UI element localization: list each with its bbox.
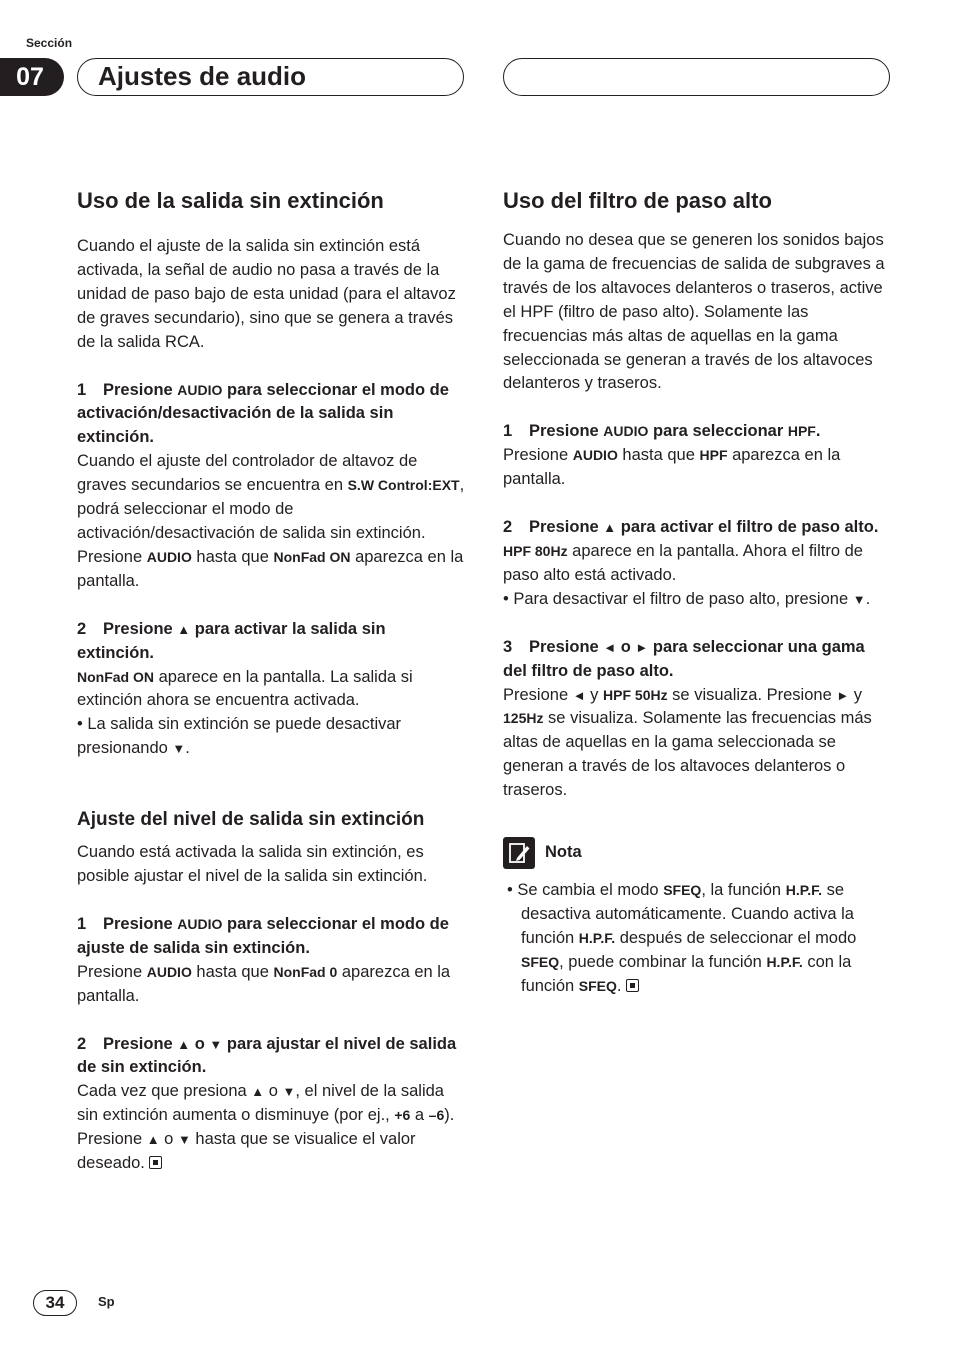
section-number-tab: 07 bbox=[0, 58, 64, 96]
right-step-2-body: HPF 80Hz aparece en la pantalla. Ahora el filtro de paso alto está activado. bbox=[503, 541, 863, 584]
left-step-1-title: 1 Presione AUDIO para seleccionar el modo de activación/desactivación de la salida sin extinción. bbox=[77, 380, 449, 447]
right-arrow-icon: ► bbox=[836, 687, 850, 703]
note-header bbox=[503, 837, 893, 869]
left-step-1-body: Cuando el ajuste del controlador de altavoz de graves secundarios se encuentra en S.W Control:EXT, podrá seleccionar el modo de activación/desactivación de salida sin extinción. bbox=[77, 452, 465, 542]
end-mark-icon bbox=[149, 1156, 162, 1169]
down-arrow-icon: ▼ bbox=[209, 1036, 223, 1052]
note-pencil-icon bbox=[503, 837, 535, 869]
up-arrow-icon: ▲ bbox=[603, 520, 617, 536]
down-arrow-icon: ▼ bbox=[282, 1084, 296, 1100]
right-heading: Uso del filtro de paso alto bbox=[503, 188, 772, 213]
end-mark-icon bbox=[626, 979, 639, 992]
left-step-3-body: Presione AUDIO hasta que NonFad 0 aparezca en la pantalla. bbox=[77, 962, 451, 1005]
up-arrow-icon: ▲ bbox=[177, 1036, 191, 1052]
left-arrow-icon: ◄ bbox=[572, 687, 586, 703]
right-title-frame bbox=[503, 58, 890, 96]
page-number: 34 bbox=[33, 1290, 77, 1316]
left-step-4-title: 2 Presione ▲ o ▼ para ajustar el nivel de salida de sin extinción. bbox=[77, 1034, 457, 1077]
right-step-3-title: 3 Presione ◄ o ► para seleccionar una gama del filtro de paso alto. bbox=[503, 637, 865, 680]
left-arrow-icon: ◄ bbox=[603, 639, 617, 655]
left-intro: Cuando el ajuste de la salida sin extinción está activada, la señal de audio no pasa a través de la unidad de paso bajo de esta unidad (para el altavoz de graves secundario), sino que se genera a través de la salida RCA. bbox=[77, 237, 456, 351]
down-arrow-icon: ▼ bbox=[177, 1132, 191, 1148]
page-title: Ajustes de audio bbox=[98, 61, 307, 91]
down-arrow-icon: ▼ bbox=[852, 591, 866, 607]
right-step-3-body: Presione ◄ y HPF 50Hz se visualiza. Presione ► y 125Hz se visualiza. Solamente las frecuencias más altas de aquellas en la gama seleccionada se generan a través de los altavoces delanteros o traseros. bbox=[503, 685, 872, 800]
up-arrow-icon: ▲ bbox=[251, 1084, 265, 1100]
left-step-4-body: Cada vez que presiona ▲ o ▼, el nivel de la salida sin extinción aumenta o disminuye (por ej., +6 a –6). bbox=[77, 1082, 455, 1125]
note-label: Nota bbox=[545, 843, 582, 862]
right-step-1-title: 1 Presione AUDIO para seleccionar HPF. bbox=[503, 422, 821, 441]
left-step-2-body: NonFad ON aparece en la pantalla. La salida si extinción ahora se encuentra activada. bbox=[77, 667, 413, 710]
right-step-1-body: Presione AUDIO hasta que HPF aparezca en la pantalla. bbox=[503, 446, 841, 489]
left-sub-intro: Cuando está activada la salida sin extinción, es posible ajustar el nivel de la salida sin extinción. bbox=[77, 843, 428, 886]
section-label: Sección bbox=[26, 36, 73, 50]
note-item: • Se cambia el modo SFEQ, la función H.P.F. se desactiva automáticamente. Cuando activa la función H.P.F. después de seleccionar el modo SFEQ, puede combinar la función H.P.F. con la función SFEQ. bbox=[507, 881, 857, 995]
language-code: Sp bbox=[98, 1294, 115, 1309]
left-step-2-bullet: • La salida sin extinción se puede desactivar presionando ▼. bbox=[77, 715, 402, 758]
right-step-2-title: 2 Presione ▲ para activar el filtro de paso alto. bbox=[503, 518, 879, 537]
right-step-2-bullet: • Para desactivar el filtro de paso alto, presione ▼. bbox=[503, 589, 871, 608]
left-heading: Uso de la salida sin extinción bbox=[77, 188, 384, 213]
up-arrow-icon: ▲ bbox=[177, 621, 191, 637]
left-step-1-body-2: Presione AUDIO hasta que NonFad ON aparezca en la pantalla. bbox=[77, 547, 464, 590]
down-arrow-icon: ▼ bbox=[172, 741, 186, 757]
right-column bbox=[503, 187, 893, 999]
right-arrow-icon: ► bbox=[635, 639, 649, 655]
left-subheading: Ajuste del nivel de salida sin extinción bbox=[77, 809, 425, 831]
left-step-2-title: 2 Presione ▲ para activar la salida sin extinción. bbox=[77, 619, 386, 662]
left-step-4-body-2: Presione ▲ o ▼ hasta que se visualice el valor deseado. bbox=[77, 1130, 416, 1173]
left-step-3-title: 1 Presione AUDIO para seleccionar el modo de ajuste de salida sin extinción. bbox=[77, 914, 449, 957]
left-column bbox=[77, 187, 467, 1176]
right-intro: Cuando no desea que se generen los sonidos bajos de la gama de frecuencias de salida de subgraves a través de los altavoces delanteros o traseros, active el HPF (filtro de paso alto). Solamente las frecuencias más altas de aquellas en la gama seleccionada se generan a través de los altavoces delanteros y traseros. bbox=[503, 231, 885, 393]
up-arrow-icon: ▲ bbox=[146, 1132, 160, 1148]
